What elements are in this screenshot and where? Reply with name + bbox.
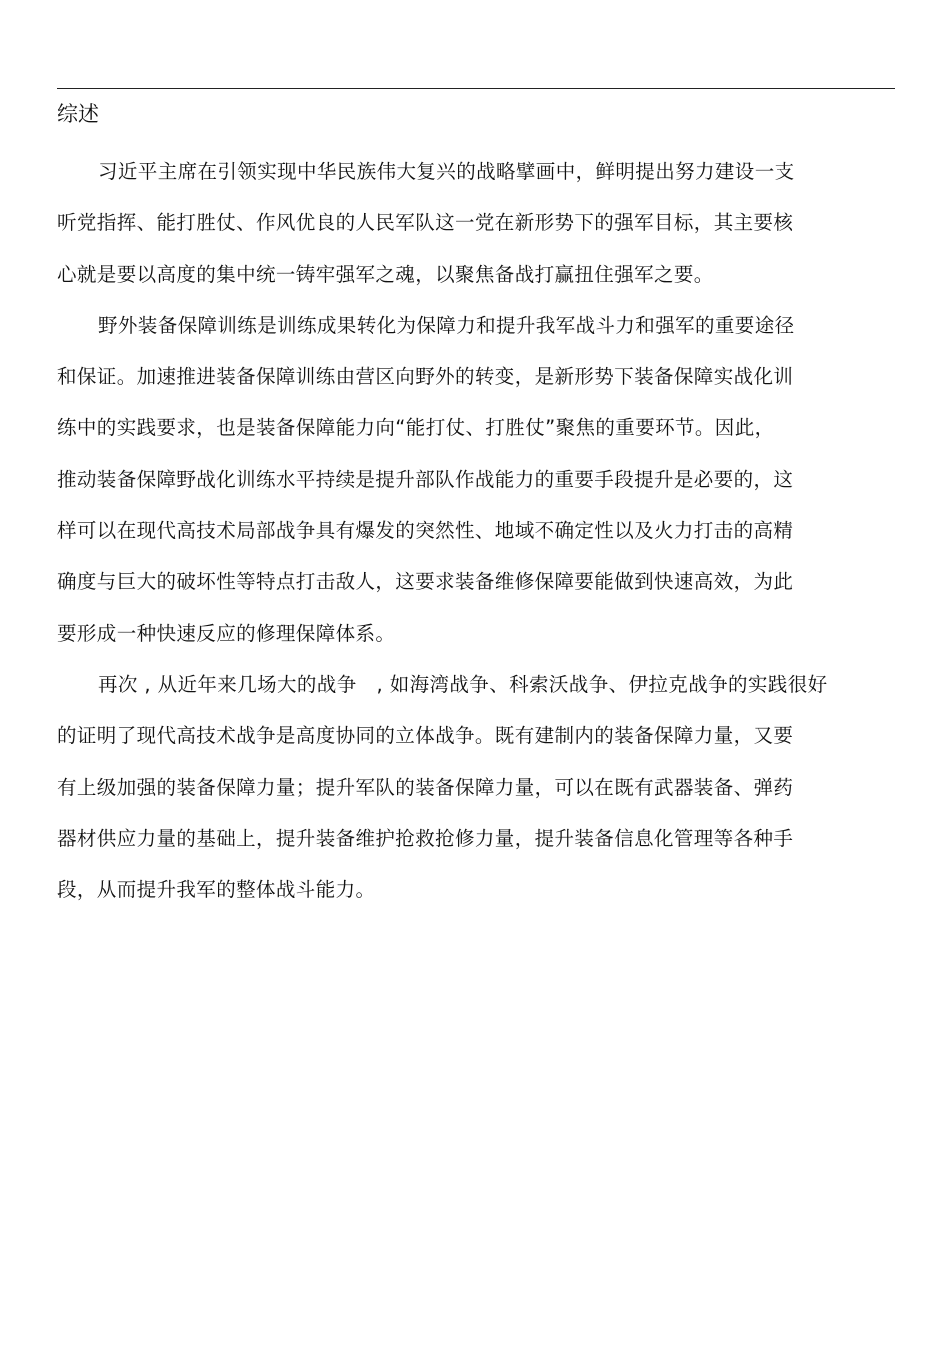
paragraph-line: 和保证。加速推进装备保障训练由营区向野外的转变，是新形势下装备保障实战化训	[57, 365, 794, 389]
document-body	[57, 95, 857, 915]
paragraph-line: 的证明了现代高技术战争是高度协同的立体战争。既有建制内的装备保障力量，又要	[57, 724, 794, 748]
paragraph-line: 有上级加强的装备保障力量；提升军队的装备保障力量，可以在既有武器装备、弹药	[57, 775, 794, 799]
paragraph-line: 器材供应力量的基础上，提升装备维护抢救抢修力量，提升装备信息化管理等各种手	[57, 826, 794, 850]
paragraph-line: 习近平主席在引领实现中华民族伟大复兴的战略擘画中，鲜明提出努力建设一支	[98, 160, 795, 183]
paragraph-line: 再次 , 从近年来几场大的战争 , 如海湾战争、科索沃战争、伊拉克战争的实践很好	[98, 672, 828, 696]
paragraph-1	[57, 146, 857, 300]
paragraph-line: 要形成一种快速反应的修理保障体系。	[57, 621, 396, 645]
paragraph-line: 确度与巨大的破坏性等特点打击敌人，这要求装备维修保障要能做到快速高效，为此	[57, 570, 794, 594]
header-rule	[57, 88, 895, 89]
paragraph-line: 推动装备保障野战化训练水平持续是提升部队作战能力的重要手段提升是必要的，这	[57, 467, 794, 491]
paragraph-line: 心就是要以高度的集中统一铸牢强军之魂，以聚焦备战打赢扭住强军之要。	[57, 262, 714, 286]
paragraph-line: 听党指挥、能打胜仗、作风优良的人民军队这一党在新形势下的强军目标，其主要核	[57, 211, 794, 235]
paragraph-line: 练中的实践要求，也是装备保障能力向“能打仗、打胜仗”聚焦的重要环节。因此，	[57, 416, 775, 440]
paragraph-2	[57, 300, 857, 659]
section-heading: 综述	[57, 102, 99, 126]
paragraph-line: 样可以在现代高技术局部战争具有爆发的突然性、地域不确定性以及火力打击的高精	[57, 519, 794, 543]
paragraph-line: 段，从而提升我军的整体战斗能力。	[57, 878, 376, 902]
paragraph-3	[57, 659, 857, 915]
paragraph-line: 野外装备保障训练是训练成果转化为保障力和提升我军战斗力和强军的重要途径	[98, 313, 795, 337]
